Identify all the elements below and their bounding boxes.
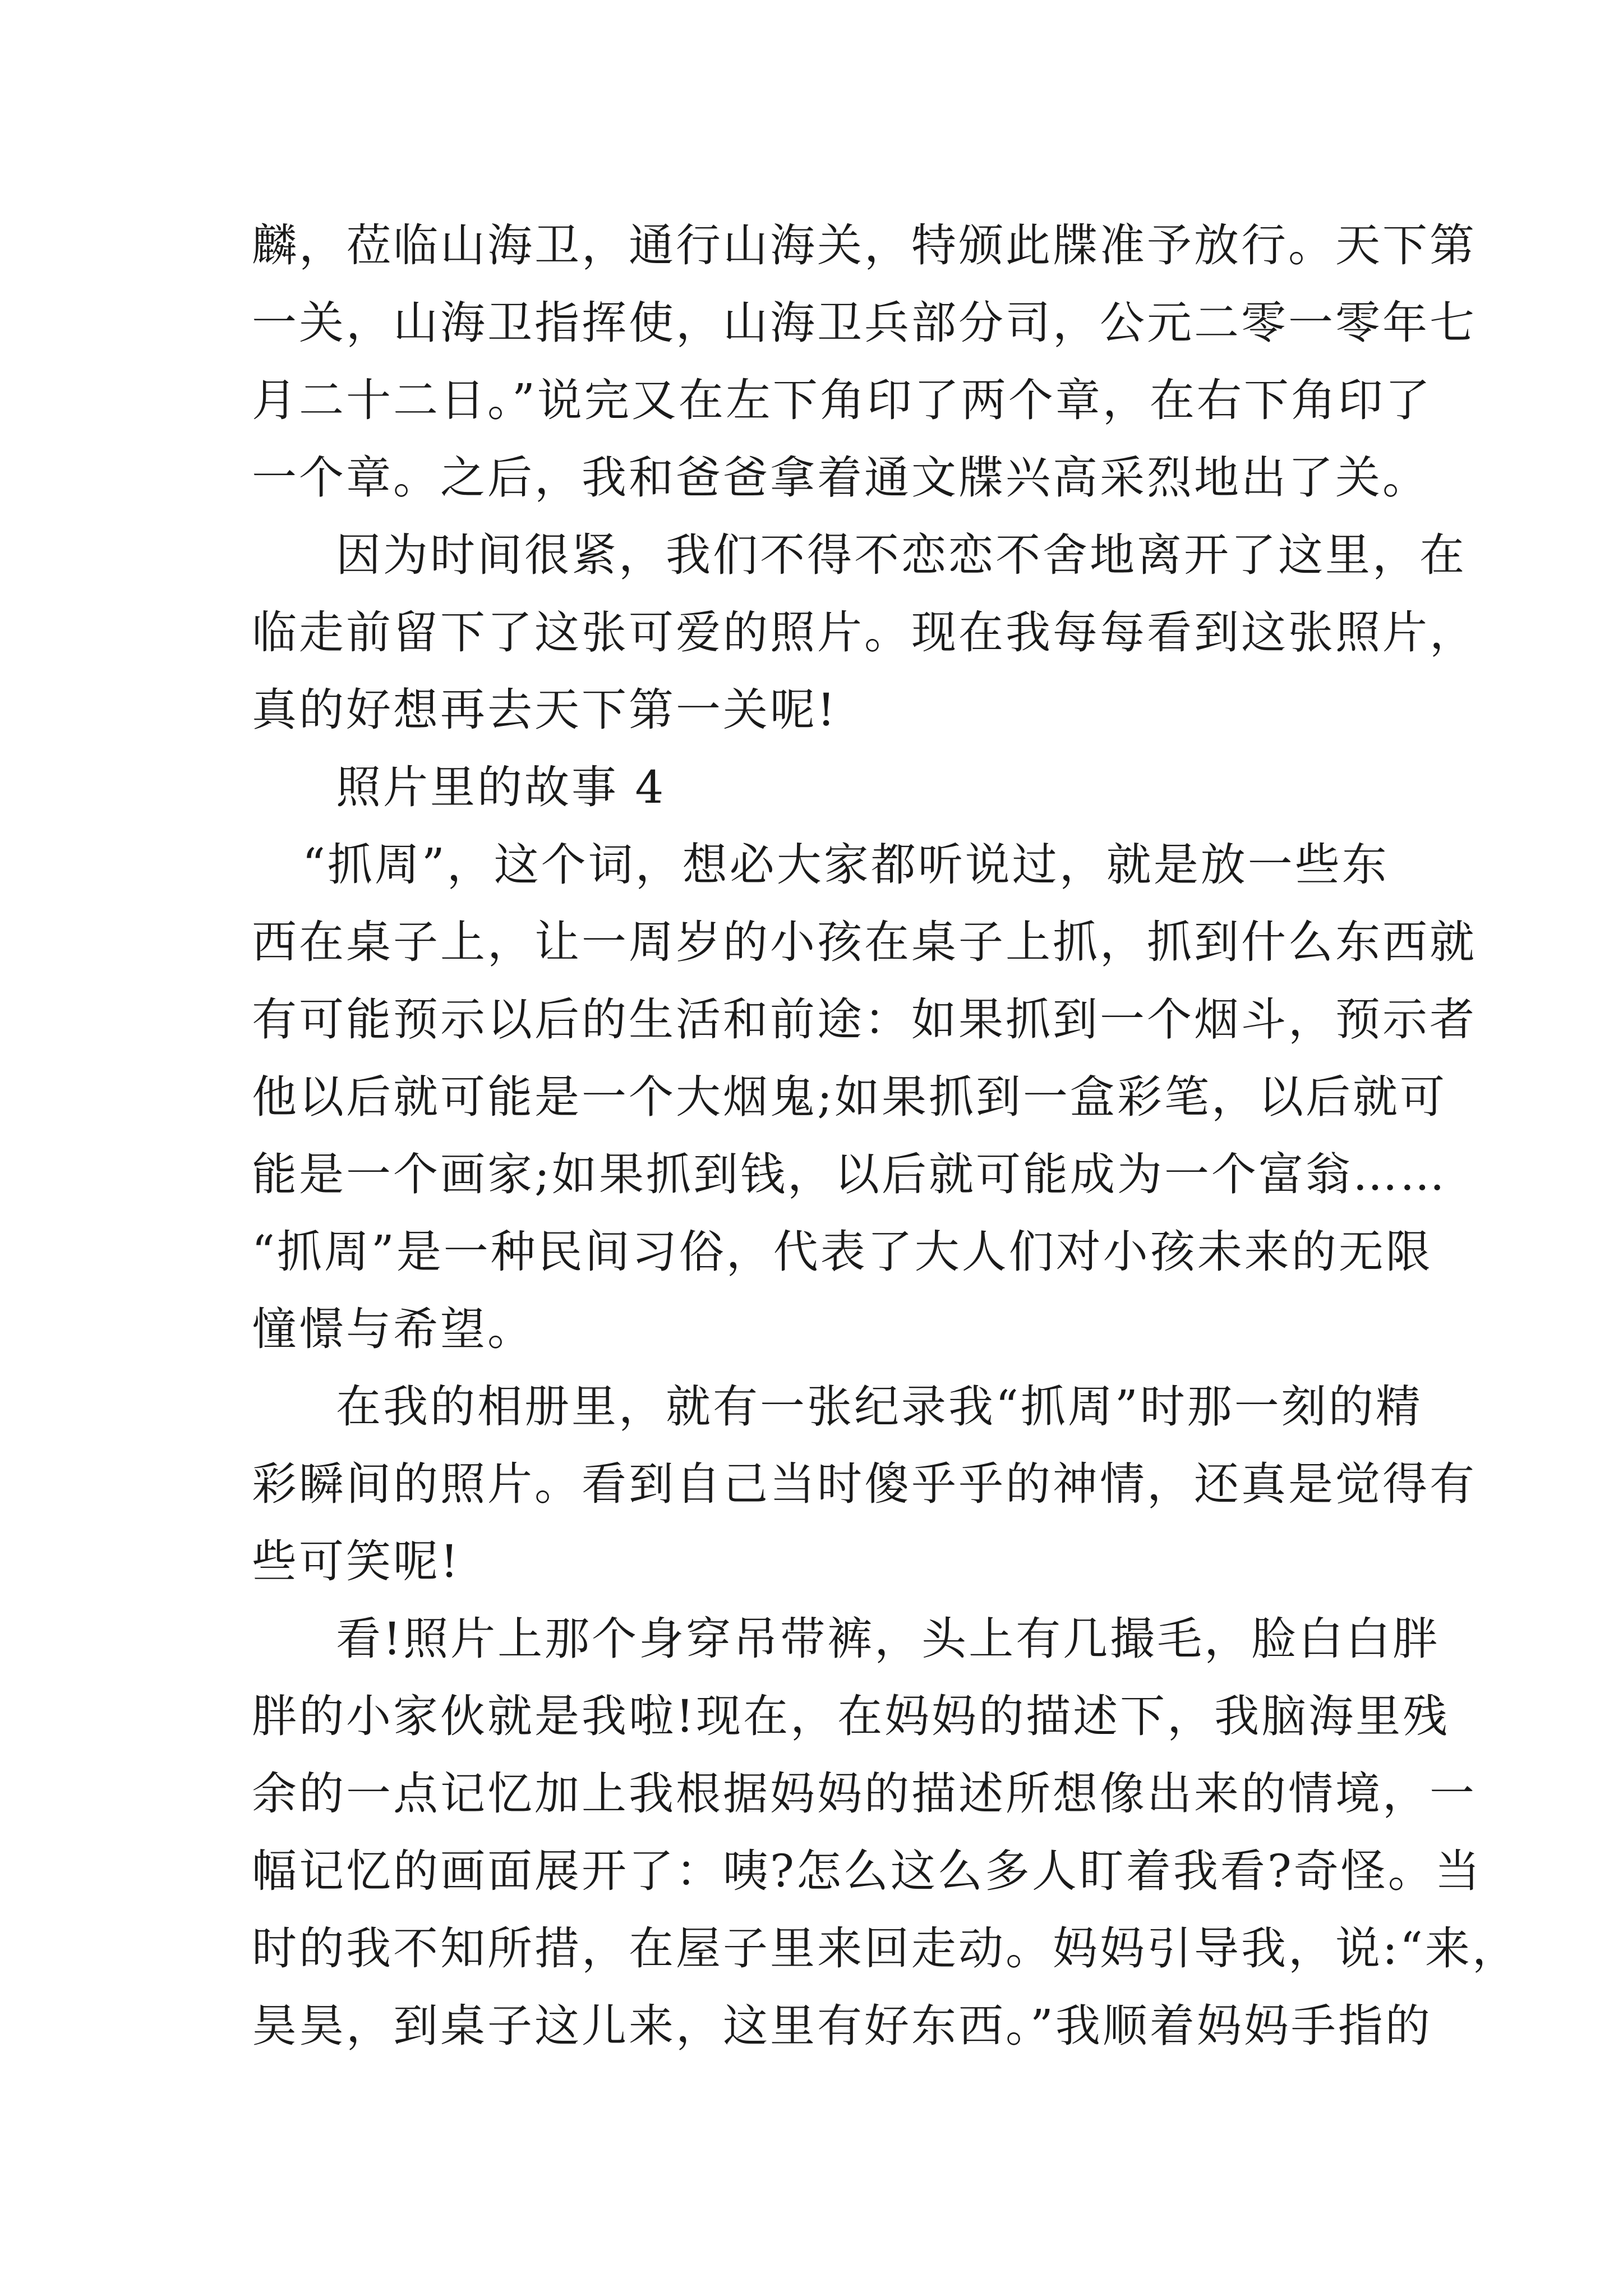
section-heading: 照片里的故事 4 xyxy=(336,761,666,813)
paragraph-line: “抓周”，这个词，想必大家都听说过，就是放一些东 xyxy=(302,839,1389,891)
paragraph-line: 余的一点记忆加上我根据妈妈的描述所想像出来的情境，一 xyxy=(252,1768,1477,1820)
paragraph-line: 麟，莅临山海卫，通行山海关，特颁此牒准予放行。天下第 xyxy=(252,219,1477,272)
paragraph-line: 幅记忆的画面展开了：咦?怎么这么多人盯着我看?奇怪。当 xyxy=(252,1845,1482,1897)
paragraph-line: 有可能预示以后的生活和前途：如果抓到一个烟斗，预示者 xyxy=(252,993,1477,1046)
paragraph-line: 看!照片上那个身穿吊带裤，头上有几撮毛，脸白白胖 xyxy=(336,1613,1440,1665)
paragraph-line: 临走前留下了这张可爱的照片。现在我每每看到这张照片， xyxy=(252,606,1477,659)
paragraph-line: 胖的小家伙就是我啦!现在，在妈妈的描述下，我脑海里残 xyxy=(252,1690,1450,1742)
paragraph-line: 因为时间很紧，我们不得不恋恋不舍地离开了这里，在 xyxy=(336,529,1467,581)
paragraph-line: 能是一个画家;如果抓到钱，以后就可能成为一个富翁…… xyxy=(252,1148,1447,1200)
paragraph-line: 真的好想再去天下第一关呢! xyxy=(252,684,838,736)
paragraph-line: 他以后就可能是一个大烟鬼;如果抓到一盒彩笔，以后就可 xyxy=(252,1071,1447,1123)
paragraph-line: 月二十二日。”说完又在左下角印了两个章，在右下角印了 xyxy=(252,374,1432,426)
paragraph-line: 彩瞬间的照片。看到自己当时傻乎乎的神情，还真是觉得有 xyxy=(252,1458,1477,1510)
paragraph-line: 昊昊，到桌子这儿来，这里有好东西。”我顺着妈妈手指的 xyxy=(252,2000,1432,2052)
paragraph-line: “抓周”是一种民间习俗，代表了大人们对小孩未来的无限 xyxy=(252,1226,1433,1278)
paragraph-line: 憧憬与希望。 xyxy=(252,1303,534,1355)
paragraph-line: 在我的相册里，就有一张纪录我“抓周”时那一刻的精 xyxy=(336,1381,1423,1433)
paragraph-line: 些可笑呢! xyxy=(252,1535,461,1588)
paragraph-line: 西在桌子上，让一周岁的小孩在桌子上抓，抓到什么东西就 xyxy=(252,916,1477,968)
paragraph-line: 一个章。之后，我和爸爸拿着通文牒兴高采烈地出了关。 xyxy=(252,452,1430,504)
paragraph-line: 一关，山海卫指挥使，山海卫兵部分司，公元二零一零年七 xyxy=(252,297,1477,349)
paragraph-line: 时的我不知所措，在屋子里来回走动。妈妈引导我，说:“来， xyxy=(252,1922,1519,1975)
